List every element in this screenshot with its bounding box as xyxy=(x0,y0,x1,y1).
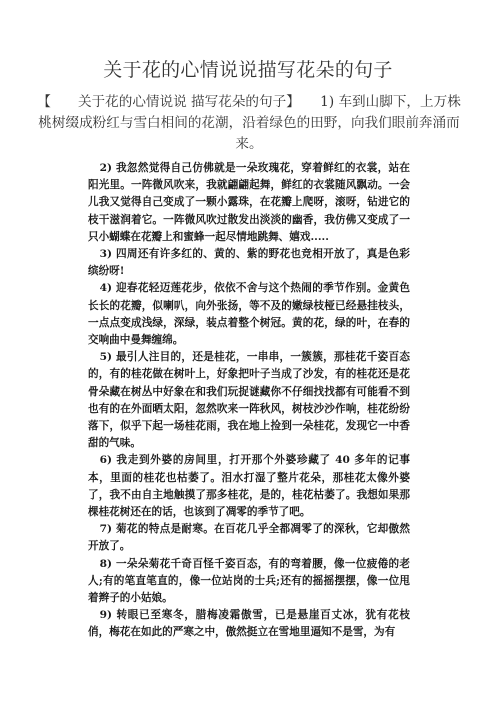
paragraph-5: 5) 最引人注目的，还是桂花，一串串，一簇簇，那桂花千姿百态的，有的桂花做在树叶上，好象把叶子当成了沙发，有的桂花还是花骨朵藏在树丛中好象在和我们玩捉谜藏你不仔细找找都有可能看不到也有的在外面晒太阳，忽然吹来一阵秋风，树枝沙沙作响，桂花纷纷落下，似乎下起一场桂花雨，我在地上捡到一朵桂花，发现它一中香甜的气味。 xyxy=(88,351,410,450)
paragraph-7: 7) 菊花的特点是耐寒。在百花几乎全都凋零了的深秋，它却傲然开放了。 xyxy=(88,523,410,553)
paragraph-3: 3) 四周还有许多红的、黄的、紫的野花也竞相开放了，真是色彩缤纷呀! xyxy=(88,248,410,278)
paragraph-6: 6) 我走到外婆的房间里，打开那个外婆珍藏了 40 多年的记事本，里面的桂花也枯萎了。泪水打湿了整片花朵，那桂花太像外婆了，我不由自主地触摸了那多桂花，是的，桂花枯萎了。我想如果那棵桂花树还在的话，也该到了凋零的季节了吧。 xyxy=(88,454,410,519)
document-intro: 【 关于花的心情说说 描写花朵的句子】 1) 车到山脚下，上万株桃树缀成粉红与雪白相间的花潮，沿着绿色的田野，向我们眼前奔涌而来。 xyxy=(37,94,461,152)
paragraph-9: 9) 转眼已至寒冬，腊梅凌霜傲雪，已是悬崖百丈冰，犹有花枝俏，梅花在如此的严寒之中，傲然挺立在雪地里逼知不是雪，为有 xyxy=(88,609,410,639)
paragraph-2: 2) 我忽然觉得自己仿佛就是一朵玫瑰花，穿着鲜红的衣裳，站在阳光里。一阵微风吹来，我就翩翩起舞，鲜红的衣裳随风飘动。一会儿我又觉得自己变成了一颗小露珠，在花瓣上爬呀，滚呀，钻进它的枝干滋润着它。一阵微风吹过散发出淡淡的幽香，我仿佛又变成了一只小蝴蝶在花瓣上和蜜蜂一起尽情地跳舞、嬉戏..... xyxy=(88,162,410,243)
paragraph-8: 8) 一朵朵菊花千奇百怪千姿百态，有的弯着腰，像一位疲倦的老人;有的笔直笔直的，像一位站岗的士兵;还有的摇摇摆摆，像一位甩着辫子的小姑娘。 xyxy=(88,557,410,605)
document-title: 关于花的心情说说描写花朵的句子 xyxy=(103,59,393,81)
document-body xyxy=(88,160,410,642)
paragraph-4: 4) 迎春花轻迈莲花步，依依不舍与这个热闹的季节作别。金黄色长长的花瓣，似喇叭，向外张扬，等不及的嫩绿枝桠已经悬挂枝头，一点点变成浅绿，深绿，装点着整个树冠。黄的花，绿的叶，在春的交响曲中曼舞缠绵。 xyxy=(88,282,410,347)
